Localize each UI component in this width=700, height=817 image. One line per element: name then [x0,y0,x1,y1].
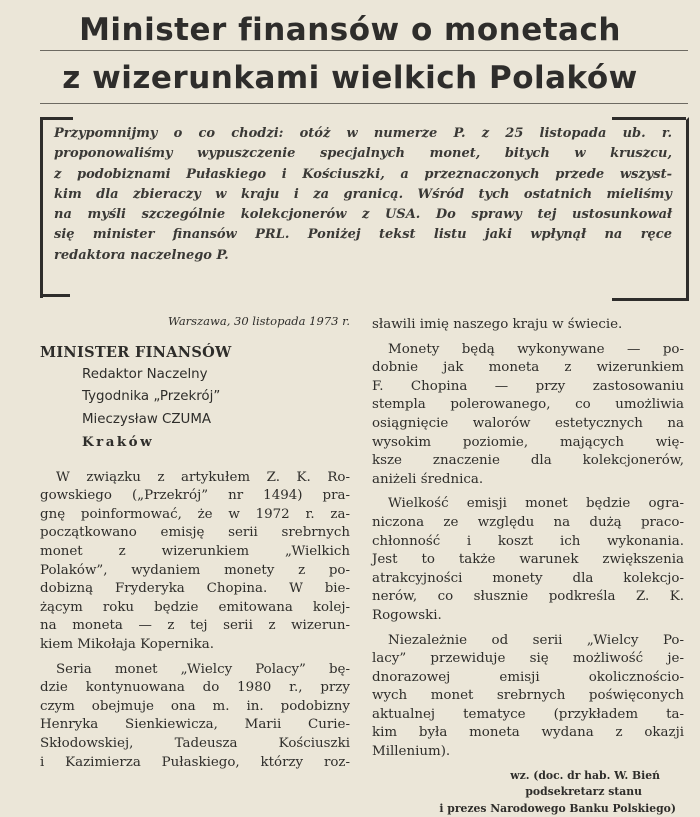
signature-title: podsekretarz stanu [525,785,642,799]
intro-frame-bottom-left [40,294,70,297]
intro-box [54,124,672,266]
text-line: Skłodowskiej, Tadeusza Kościuszki [40,735,350,751]
text-line: wysokim poziomie, mających wię- [372,434,684,450]
headline-rule-2 [40,103,688,104]
text-line: Polaków”, wydaniem monety z po- [40,562,350,578]
text-line: Millenium). [372,744,451,760]
intro-line: się minister finansów PRL. Poniżej tekst listu jaki wpłynął na ręce [54,227,672,243]
address-city: Kraków [82,434,155,451]
headline-line-2: z wizerunkami wielkich Polaków [62,60,638,96]
text-line: gowskiego („Przekrój” nr 1494) pra- [40,488,350,504]
text-line: ksze znaczenie dla kolekcjonerów, [372,453,684,469]
text-line: i Kazimierza Pułaskiego, którzy roz- [40,754,350,770]
text-line: kim była moneta wydana z okazji [372,725,684,741]
text-line: dnorazowej emisji okolicznościo- [372,669,684,685]
text-line: Seria monet „Wielcy Polacy” bę- [56,661,350,677]
text-line: atrakcyjności monety dla kolekcjo- [372,570,684,586]
text-line: Monety będą wykonywane — po- [388,341,684,357]
text-line: aktualnej tematyce (przykładem ta- [372,706,684,722]
text-line: osiągnięcie walorów estetycznych na [372,415,684,431]
signature-title: i prezes Narodowego Banku Polskiego) [439,801,676,815]
text-line: wych monet srebrnych poświęconych [372,688,684,704]
intro-line: z podobiznami Pułaskiego i Kościuszki, a przeznaczonych przede wszyst- [54,166,672,182]
intro-line: proponowaliśmy wypuszczenie specjalnych monet, bitych w kruszcu, [54,146,672,162]
paragraph-1 [40,469,350,655]
text-line: monet z wizerunkiem „Wielkich [40,544,350,559]
text-line: sławili imię naszego kraju w świecie. [372,317,623,332]
text-line: kiem Mikołaja Kopernika. [40,636,215,652]
paragraph-5 [372,632,684,762]
text-line: Wielkość emisji monet będzie ogra- [388,496,684,512]
intro-line: redaktora naczelnego P. [54,247,229,263]
text-line: chłonność i koszt ich wykonania. [372,533,684,549]
text-line: Henryka Sienkiewicza, Marii Curie- [40,717,350,733]
text-line: aniżeli średnica. [372,471,484,487]
text-line: dobnie jak moneta z wizerunkiem [372,360,684,376]
text-line: Niezależnie od serii „Wielcy Po- [388,632,684,648]
intro-line: na myśli szczególnie kolekcjonerów z USA. Do sprawy tej ustosunkował [54,207,672,223]
intro-line: Przypomnijmy o co chodzi: otóż w numerze P. z 25 listopada ub. r. [54,126,672,141]
letter-sender: MINISTER FINANSÓW [40,344,232,361]
text-line: czym obejmuje ona m. in. podobizny [40,698,350,714]
paragraph-3 [372,341,684,490]
headline-line-1: Minister finansów o monetach [79,12,621,48]
signature-name: wz. (doc. dr hab. W. Bień [510,768,660,782]
address-line: Redaktor Naczelny [82,367,208,382]
text-line: dobizną Fryderyka Chopina. W bie- [40,581,350,597]
text-line: stempla polerowanego, co umożliwia [372,397,684,413]
paragraph-4 [372,495,684,625]
address-line: Tygodnika „Przekrój” [82,389,221,405]
text-line: F. Chopina — przy zastosowaniu [372,378,684,394]
text-line: początkowano emisję serii srebrnych [40,525,350,541]
intro-line: kim dla zbieraczy w kraju i za granicą. Wśród tych ostatnich mieliśmy [54,186,672,202]
text-line: Jest to także warunek zwiększenia [372,552,684,568]
headline-rule-1 [40,50,688,51]
text-line: W związku z artykułem Z. K. Ro- [56,469,350,485]
address-line: Mieczysław CZUMA [82,411,212,427]
text-line: gnę poinformować, że w 1972 r. za- [40,506,350,522]
text-line: na moneta — z tej serii z wizerun- [40,618,350,634]
letter-date: Warszawa, 30 listopada 1973 r. [168,314,350,328]
text-line: żącym roku będzie emitowana kolej- [40,599,350,615]
text-line: nerów, co słusznie podkreśla Z. K. [372,589,684,605]
letter-column-left [40,312,350,772]
letter-column-right [372,316,684,817]
text-line: Rogowski. [372,607,442,623]
text-line: lacy” przewiduje się możliwość je- [372,651,684,667]
paragraph-2 [40,661,350,773]
text-line: dzie kontynuowana do 1980 r., przy [40,680,350,696]
text-line: niczona ze względu na dużą praco- [372,514,684,530]
